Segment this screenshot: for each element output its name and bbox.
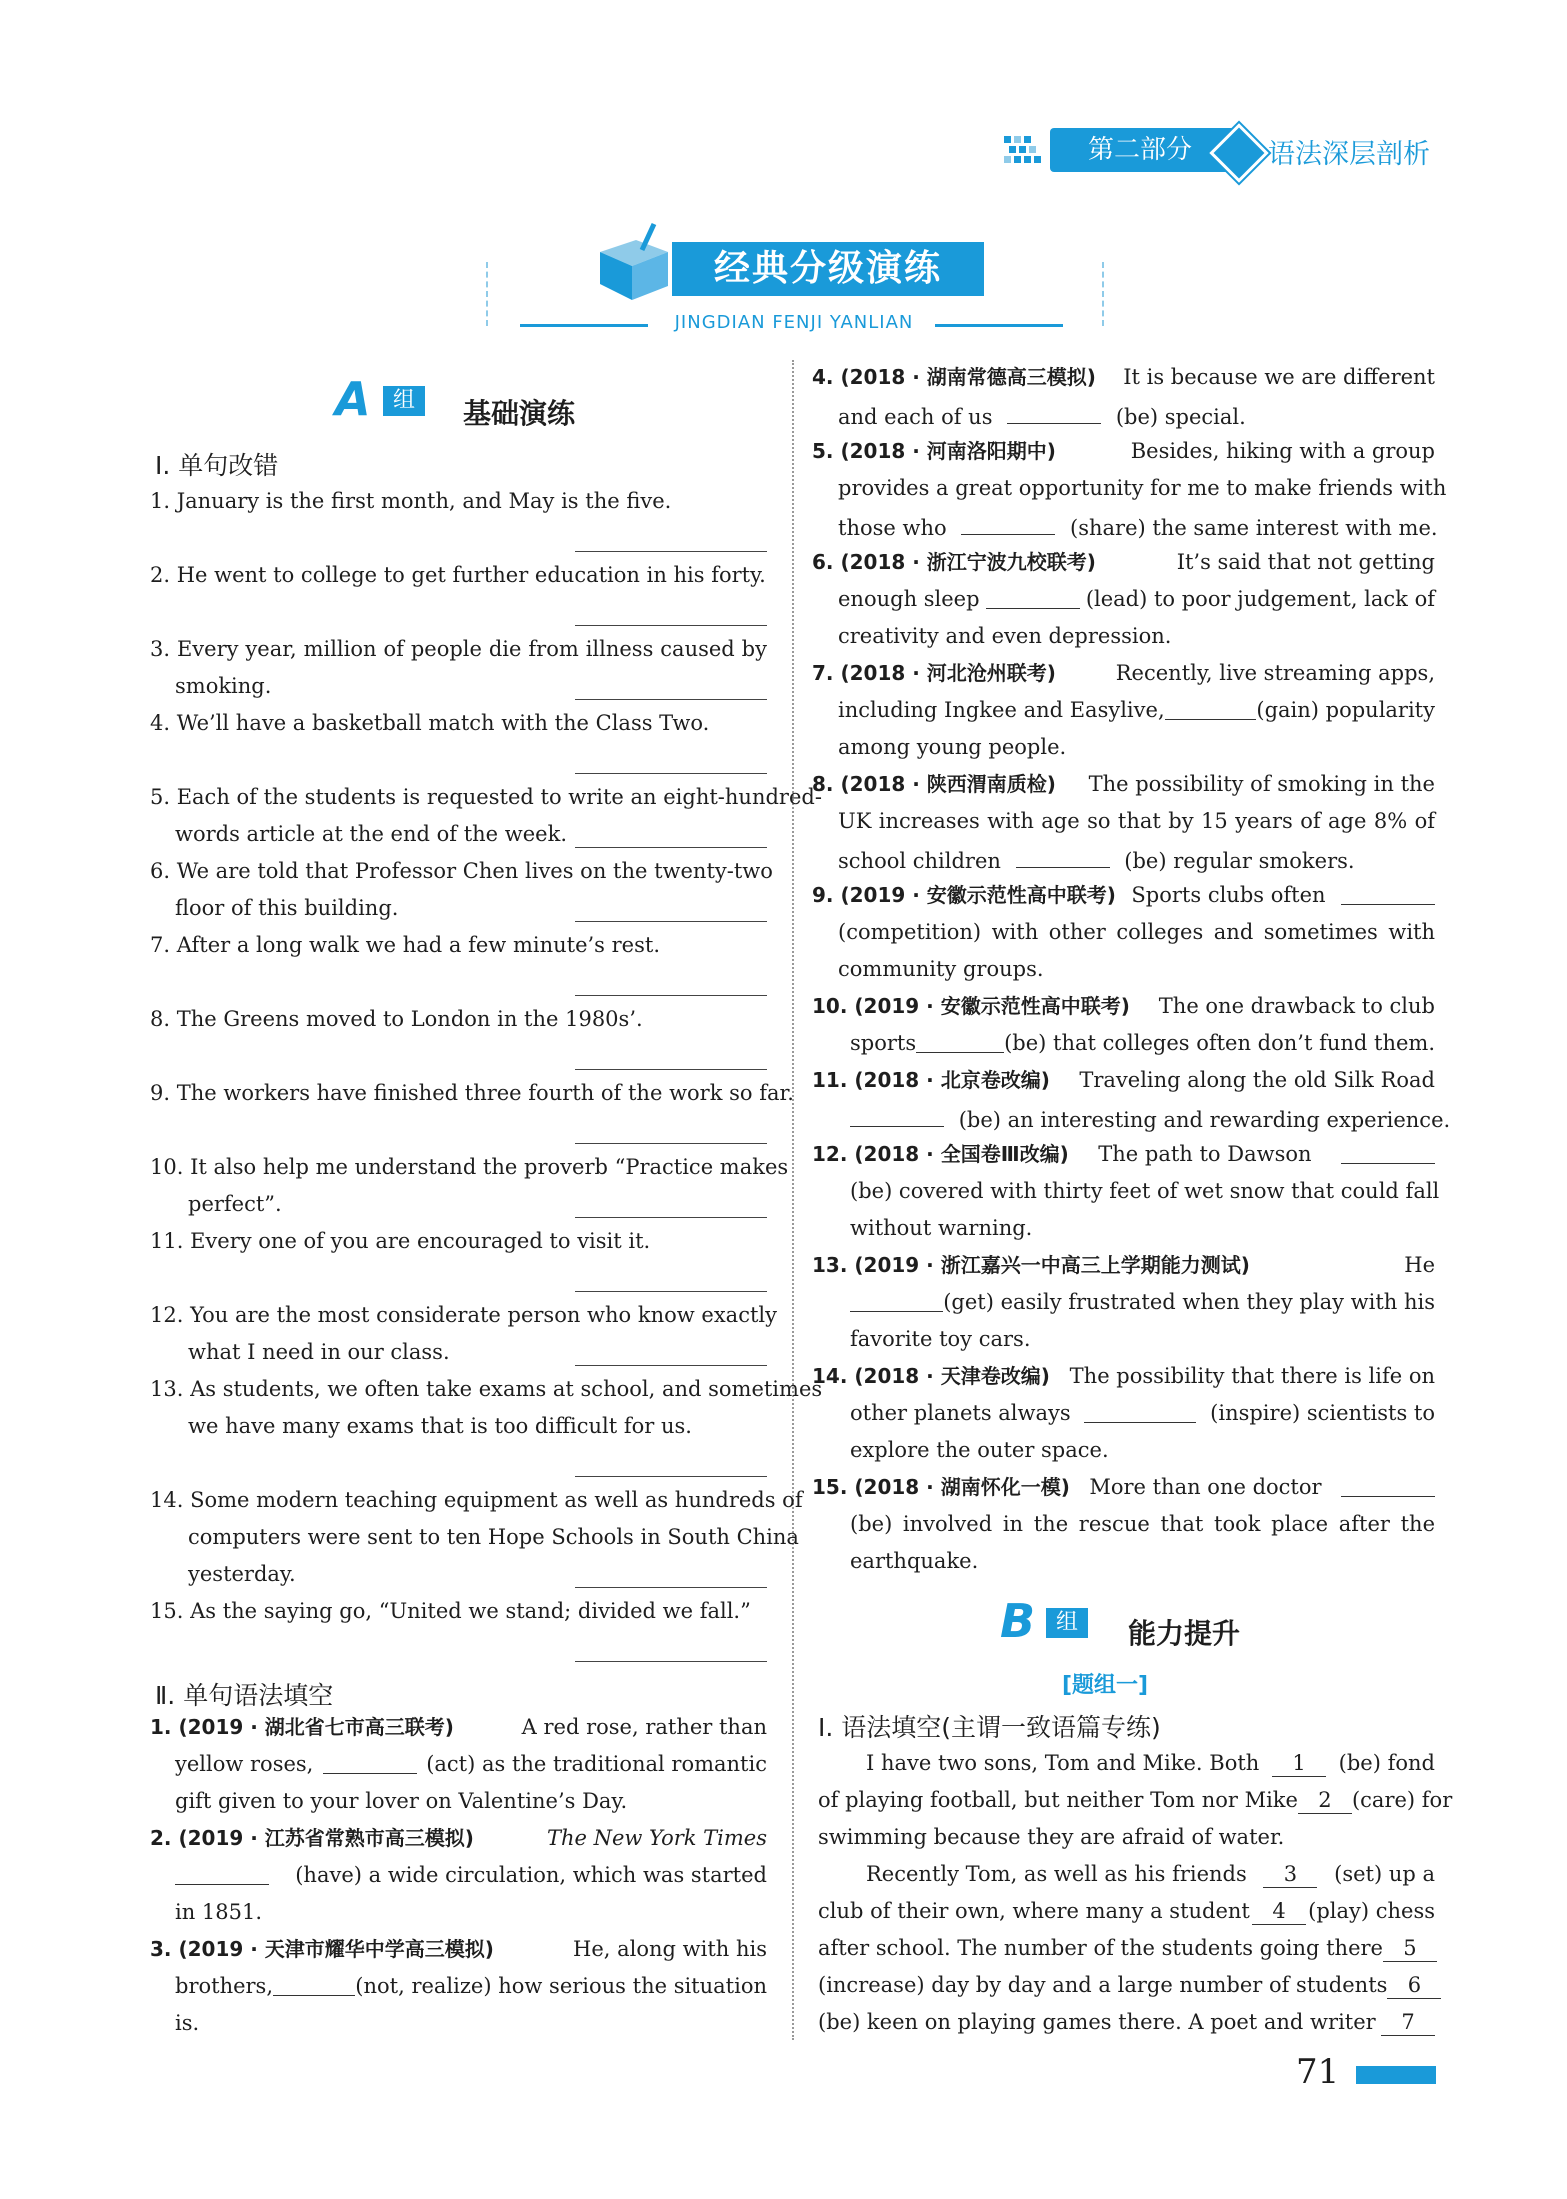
banner-rule-right xyxy=(935,324,1063,327)
question-text: (be) regular smokers. xyxy=(1124,849,1355,873)
question-text: (be) that colleges often don’t fund them. xyxy=(1004,1031,1435,1055)
passage-text: of playing football, but neither Tom nor Mike xyxy=(818,1788,1298,1812)
answer-line xyxy=(575,551,767,552)
fill-question-7-line2 xyxy=(838,697,1435,723)
question-text: 1. January is the first month, and May is the five. xyxy=(150,489,672,513)
page-bar xyxy=(1356,2066,1436,2084)
question-source: 10. (2019 · 安徽示范性高中联考) xyxy=(812,994,1130,1018)
blank-field xyxy=(961,512,1055,535)
question-source: 6. (2018 · 浙江宁波九校联考) xyxy=(812,550,1096,574)
blank-field xyxy=(1007,401,1101,424)
question-text: explore the outer space. xyxy=(850,1438,1109,1462)
question-text: brothers, xyxy=(175,1974,274,1998)
question-text: 14. Some modern teaching equipment as well as hundreds of xyxy=(150,1488,803,1512)
fill-question-11 xyxy=(812,1067,1435,1093)
question-text: those who xyxy=(838,516,947,540)
answer-line xyxy=(575,1476,767,1477)
question-text: in 1851. xyxy=(175,1900,263,1924)
fill-question-13-line2 xyxy=(850,1289,1435,1315)
passage-text: I have two sons, Tom and Mike. Both xyxy=(866,1751,1260,1775)
passage-line xyxy=(866,1750,1435,1777)
blank-number: 6 xyxy=(1387,1972,1441,1999)
question-text: The path to Dawson xyxy=(1098,1142,1312,1166)
question-text: provides a great opportunity for me to make friends with xyxy=(838,476,1447,500)
question-text: (be) involved in the rescue that took place after the xyxy=(850,1512,1435,1536)
column-divider xyxy=(792,360,794,2040)
passage-text: club of their own, where many a student xyxy=(818,1899,1250,1923)
question-text: 5. Each of the students is requested to write an eight-hundred- xyxy=(150,785,822,809)
fill-question-2 xyxy=(150,1825,767,1851)
passage-text: (be) keen on playing games there. A poet and writer xyxy=(818,2010,1376,2034)
question-text: earthquake. xyxy=(850,1549,979,1573)
blank-number: 4 xyxy=(1252,1898,1306,1925)
question-text: A red rose, rather than xyxy=(521,1715,767,1739)
question-text: More than one doctor xyxy=(1089,1475,1322,1499)
answer-line xyxy=(575,1291,767,1292)
answer-line xyxy=(575,1365,767,1366)
answer-line xyxy=(575,847,767,848)
fill-question-6-line2 xyxy=(838,586,1435,612)
question-text: sports xyxy=(850,1031,917,1055)
fill-question-5 xyxy=(812,438,1435,464)
passage-text: (set) up a xyxy=(1334,1862,1435,1886)
question-source: 9. (2019 · 安徽示范性高中联考) xyxy=(812,883,1116,907)
blank-number: 1 xyxy=(1272,1750,1326,1777)
question-text: and each of us xyxy=(838,405,993,429)
question-source: 11. (2018 · 北京卷改编) xyxy=(812,1068,1050,1092)
question-text: (be) covered with thirty feet of wet snow that could fall xyxy=(850,1179,1440,1203)
fill-question-13 xyxy=(812,1252,1435,1278)
passage-text: Recently Tom, as well as his friends xyxy=(866,1862,1247,1886)
blank-field xyxy=(323,1751,417,1774)
question-source: 3. (2019 · 天津市耀华中学高三模拟) xyxy=(150,1937,494,1961)
question-text: computers were sent to ten Hope Schools in South China xyxy=(188,1525,799,1549)
question-text: is. xyxy=(175,2011,200,2035)
question-text: 11. Every one of you are encouraged to visit it. xyxy=(150,1229,651,1253)
question-text: 13. As students, we often take exams at school, and sometimes xyxy=(150,1377,823,1401)
question-text: perfect”. xyxy=(188,1192,282,1216)
question-text: favorite toy cars. xyxy=(850,1327,1031,1351)
blank-field xyxy=(1341,1474,1435,1497)
group-a-tag: 组 xyxy=(383,386,425,416)
question-text: (be) an interesting and rewarding experience. xyxy=(958,1108,1451,1132)
question-text: words article at the end of the week. xyxy=(175,822,568,846)
fill-question-4 xyxy=(812,364,1435,390)
passage-text: swimming because they are afraid of water. xyxy=(818,1825,1285,1849)
section-passage-fill: Ⅰ. 语法填空(主谓一致语篇专练) xyxy=(818,1713,1161,1742)
question-text: He xyxy=(1404,1253,1435,1277)
question-text: yellow roses, xyxy=(175,1752,314,1776)
answer-line xyxy=(575,699,767,700)
group-a-letter: A xyxy=(335,372,371,426)
fill-question-12 xyxy=(812,1141,1435,1167)
subgroup-label: [题组一] xyxy=(1062,1673,1149,1698)
question-text: we have many exams that is too difficult for us. xyxy=(188,1414,692,1438)
question-text: (share) the same interest with me. xyxy=(1070,516,1438,540)
question-text: creativity and even depression. xyxy=(838,624,1172,648)
answer-line xyxy=(575,995,767,996)
group-b-title: 能力提升 xyxy=(1128,1617,1241,1650)
question-text: UK increases with age so that by 15 years of age 8% of xyxy=(838,809,1435,833)
cube-pencil-icon xyxy=(592,222,674,302)
question-text: among young people. xyxy=(838,735,1067,759)
question-text: 3. Every year, million of people die from illness caused by xyxy=(150,637,767,661)
passage-line xyxy=(818,2009,1435,2036)
question-text: (not, realize) how serious the situation xyxy=(355,1974,767,1998)
fill-question-1-line2 xyxy=(175,1751,767,1777)
answer-line xyxy=(575,1069,767,1070)
question-text: (get) easily frustrated when they play with his xyxy=(943,1290,1435,1314)
question-text: It is because we are different xyxy=(1123,365,1435,389)
question-source: 14. (2018 · 天津卷改编) xyxy=(812,1364,1050,1388)
question-text: Traveling along the old Silk Road xyxy=(1079,1068,1435,1092)
answer-line xyxy=(575,1143,767,1144)
question-text: 4. We’ll have a basketball match with the Class Two. xyxy=(150,711,710,735)
fill-question-5-line3 xyxy=(838,512,1438,541)
group-b-badge xyxy=(1000,1594,1110,1648)
question-text: 12. You are the most considerate person who know exactly xyxy=(150,1303,777,1327)
question-text: Sports clubs often xyxy=(1131,883,1326,907)
answer-line xyxy=(575,773,767,774)
group-a-badge xyxy=(335,372,443,426)
blank-field xyxy=(850,1104,944,1127)
group-a-title: 基础演练 xyxy=(463,397,576,430)
passage-text: (play) chess xyxy=(1308,1899,1435,1923)
chapter-title: 语法深层剖析 xyxy=(1268,139,1430,170)
fill-question-6 xyxy=(812,549,1435,575)
fill-question-9 xyxy=(812,882,1435,908)
blank-field xyxy=(1165,697,1257,720)
question-text: The possibility of smoking in the xyxy=(1088,772,1435,796)
question-text: The possibility that there is life on xyxy=(1069,1364,1435,1388)
group-b-tag: 组 xyxy=(1046,1608,1088,1638)
blank-field xyxy=(1084,1400,1196,1423)
question-text: 15. As the saying go, “United we stand; divided we fall.” xyxy=(150,1599,751,1623)
passage-text: (be) fond xyxy=(1338,1751,1435,1775)
fill-question-3 xyxy=(150,1936,767,1962)
fill-question-8 xyxy=(812,771,1435,797)
blank-field xyxy=(1016,845,1110,868)
question-text: smoking. xyxy=(175,674,272,698)
passage-line xyxy=(818,1898,1435,1925)
question-text: 7. After a long walk we had a few minute’s rest. xyxy=(150,933,660,957)
passage-text: (care) for xyxy=(1351,1788,1453,1812)
question-text: 8. The Greens moved to London in the 1980s’. xyxy=(150,1007,643,1031)
blank-number: 5 xyxy=(1383,1935,1437,1962)
passage-text: (increase) day by day and a large number of students xyxy=(818,1973,1388,1997)
question-text: It’s said that not getting xyxy=(1176,550,1435,574)
fill-question-2-line2 xyxy=(175,1862,767,1888)
question-text: (act) as the traditional romantic xyxy=(426,1752,767,1776)
blank-field xyxy=(273,1973,355,1996)
question-text: yesterday. xyxy=(188,1562,296,1586)
answer-line xyxy=(575,625,767,626)
answer-line xyxy=(575,1217,767,1218)
question-text: community groups. xyxy=(838,957,1044,981)
page-number: 71 xyxy=(1296,2052,1340,2092)
question-source: 4. (2018 · 湖南常德高三模拟) xyxy=(812,365,1096,389)
question-text: 2. He went to college to get further education in his forty. xyxy=(150,563,766,587)
fill-question-10 xyxy=(812,993,1435,1019)
question-source: 12. (2018 · 全国卷Ⅲ改编) xyxy=(812,1142,1069,1166)
question-text: The New York Times xyxy=(546,1826,767,1850)
blank-field xyxy=(175,1862,269,1885)
question-text: (gain) popularity xyxy=(1256,698,1435,722)
passage-line xyxy=(866,1861,1435,1888)
answer-line xyxy=(575,1661,767,1662)
fill-question-7 xyxy=(812,660,1435,686)
question-source: 1. (2019 · 湖北省七市高三联考) xyxy=(150,1715,454,1739)
question-source: 13. (2019 · 浙江嘉兴一中高三上学期能力测试) xyxy=(812,1253,1250,1277)
blank-field xyxy=(1341,882,1435,905)
blank-number: 2 xyxy=(1298,1787,1352,1814)
question-text: 9. The workers have finished three fourth of the work so far. xyxy=(150,1081,794,1105)
question-text: enough sleep xyxy=(838,587,980,611)
question-text: floor of this building. xyxy=(175,896,399,920)
part-label: 第二部分 xyxy=(1050,128,1238,172)
answer-line xyxy=(575,921,767,922)
passage-line xyxy=(818,1972,1435,1999)
question-source: 15. (2018 · 湖南怀化一模) xyxy=(812,1475,1070,1499)
question-text: gift given to your lover on Valentine’s Day. xyxy=(175,1789,628,1813)
question-text: Besides, hiking with a group xyxy=(1130,439,1435,463)
blank-field xyxy=(1341,1141,1435,1164)
fill-question-14-line2 xyxy=(850,1400,1435,1426)
blank-number: 3 xyxy=(1263,1861,1317,1888)
passage-line xyxy=(818,1787,1453,1814)
question-text: Recently, live streaming apps, xyxy=(1115,661,1435,685)
question-source: 2. (2019 · 江苏省常熟市高三模拟) xyxy=(150,1826,474,1850)
fill-question-3-line2 xyxy=(175,1973,767,1999)
answer-line xyxy=(575,1587,767,1588)
question-text: The one drawback to club xyxy=(1158,994,1435,1018)
question-source: 8. (2018 · 陕西渭南质检) xyxy=(812,772,1056,796)
fill-question-10-line2 xyxy=(850,1030,1435,1056)
banner-rule-left xyxy=(520,324,648,327)
passage-text: after school. The number of the students going there xyxy=(818,1936,1383,1960)
question-text: (lead) to poor judgement, lack of xyxy=(1085,587,1435,611)
question-text: (be) special. xyxy=(1115,405,1246,429)
question-text: other planets always xyxy=(850,1401,1071,1425)
fill-question-4-line2 xyxy=(838,401,1246,430)
question-text: including Ingkee and Easylive, xyxy=(838,698,1165,722)
blank-field xyxy=(850,1289,943,1312)
question-text: 6. We are told that Professor Chen lives on the twenty-two xyxy=(150,859,773,883)
question-text: 10. It also help me understand the proverb “Practice makes xyxy=(150,1155,789,1179)
fill-question-15 xyxy=(812,1474,1435,1500)
blank-field xyxy=(916,1030,1004,1053)
question-text: without warning. xyxy=(850,1216,1033,1240)
banner-subtitle: JINGDIAN FENJI YANLIAN xyxy=(674,312,914,333)
question-text: (have) a wide circulation, which was started xyxy=(295,1863,767,1887)
question-source: 7. (2018 · 河北沧州联考) xyxy=(812,661,1056,685)
section-error-correction: Ⅰ. 单句改错 xyxy=(155,451,279,480)
section-grammar-fill: Ⅱ. 单句语法填空 xyxy=(155,1681,334,1710)
question-text: what I need in our class. xyxy=(188,1340,450,1364)
question-text: He, along with his xyxy=(573,1937,767,1961)
question-text: school children xyxy=(838,849,1001,873)
group-b-letter: B xyxy=(1000,1594,1036,1648)
fill-question-14 xyxy=(812,1363,1435,1389)
blank-field xyxy=(986,586,1080,609)
banner-title: 经典分级演练 xyxy=(672,242,984,296)
fill-question-8-line3 xyxy=(838,845,1355,874)
question-text: (competition) with other colleges and sometimes with xyxy=(838,920,1435,944)
passage-line xyxy=(818,1935,1435,1962)
question-text: (inspire) scientists to xyxy=(1210,1401,1435,1425)
fill-question-1 xyxy=(150,1714,767,1740)
question-source: 5. (2018 · 河南洛阳期中) xyxy=(812,439,1056,463)
fill-question-11-line2 xyxy=(850,1104,1450,1133)
blank-number: 7 xyxy=(1381,2009,1435,2036)
